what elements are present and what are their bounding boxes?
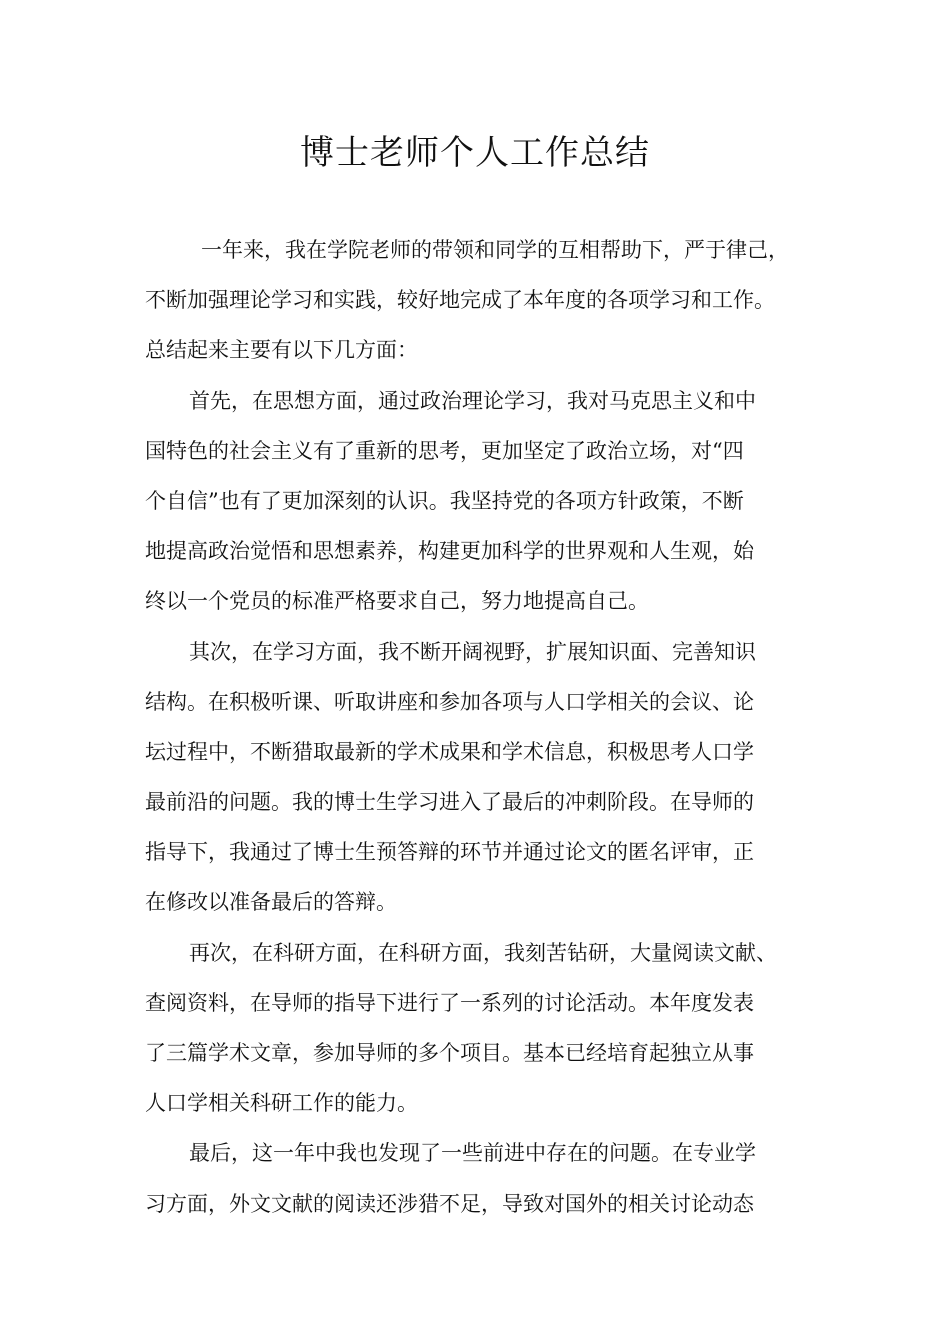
paragraph-line: 指导下，我通过了博士生预答辩的环节并通过论文的匿名评审，正 xyxy=(145,840,754,865)
paragraph-line: 习方面，外文文献的阅读还涉猎不足，导致对国外的相关讨论动态 xyxy=(145,1191,754,1216)
document-title: 博士老师个人工作总结 xyxy=(300,133,650,173)
paragraph-line: 查阅资料，在导师的指导下进行了一系列的讨论活动。本年度发表 xyxy=(145,990,754,1015)
paragraph-line: 在修改以准备最后的答辩。 xyxy=(145,890,397,915)
paragraph-line: 地提高政治觉悟和思想素养，构建更加科学的世界观和人生观，始 xyxy=(145,539,754,564)
paragraph-line: 人口学相关科研工作的能力。 xyxy=(145,1091,418,1116)
paragraph-line: 再次，在科研方面，在科研方面，我刻苦钻研，大量阅读文献、 xyxy=(189,940,777,965)
document-body xyxy=(145,225,813,1229)
paragraph-line: 国特色的社会主义有了重新的思考，更加坚定了政治立场，对“四 xyxy=(145,438,744,463)
paragraph-line: 总结起来主要有以下几方面： xyxy=(145,338,418,363)
paragraph-line: 首先，在思想方面，通过政治理论学习，我对马克思主义和中 xyxy=(189,388,756,413)
paragraph-line: 不断加强理论学习和实践，较好地完成了本年度的各项学习和工作。 xyxy=(145,288,775,313)
paragraph-line: 结构。在积极听课、听取讲座和参加各项与人口学相关的会议、论 xyxy=(145,689,754,714)
paragraph-line: 坛过程中，不断猎取最新的学术成果和学术信息，积极思考人口学 xyxy=(145,739,754,764)
paragraph-line: 个自信”也有了更加深刻的认识。我坚持党的各项方针政策，不断 xyxy=(145,488,744,513)
paragraph-line: 最后，这一年中我也发现了一些前进中存在的问题。在专业学 xyxy=(189,1141,756,1166)
paragraph-line: 一年来，我在学院老师的带领和同学的互相帮助下，严于律己， xyxy=(201,238,789,262)
paragraph-line: 了三篇学术文章，参加导师的多个项目。基本已经培育起独立从事 xyxy=(145,1041,754,1065)
paragraph-line: 最前沿的问题。我的博士生学习进入了最后的冲刺阶段。在导师的 xyxy=(145,790,754,815)
paragraph-line: 其次，在学习方面，我不断开阔视野，扩展知识面、完善知识 xyxy=(189,639,756,664)
paragraph-line: 终以一个党员的标准严格要求自己，努力地提高自己。 xyxy=(145,589,649,614)
